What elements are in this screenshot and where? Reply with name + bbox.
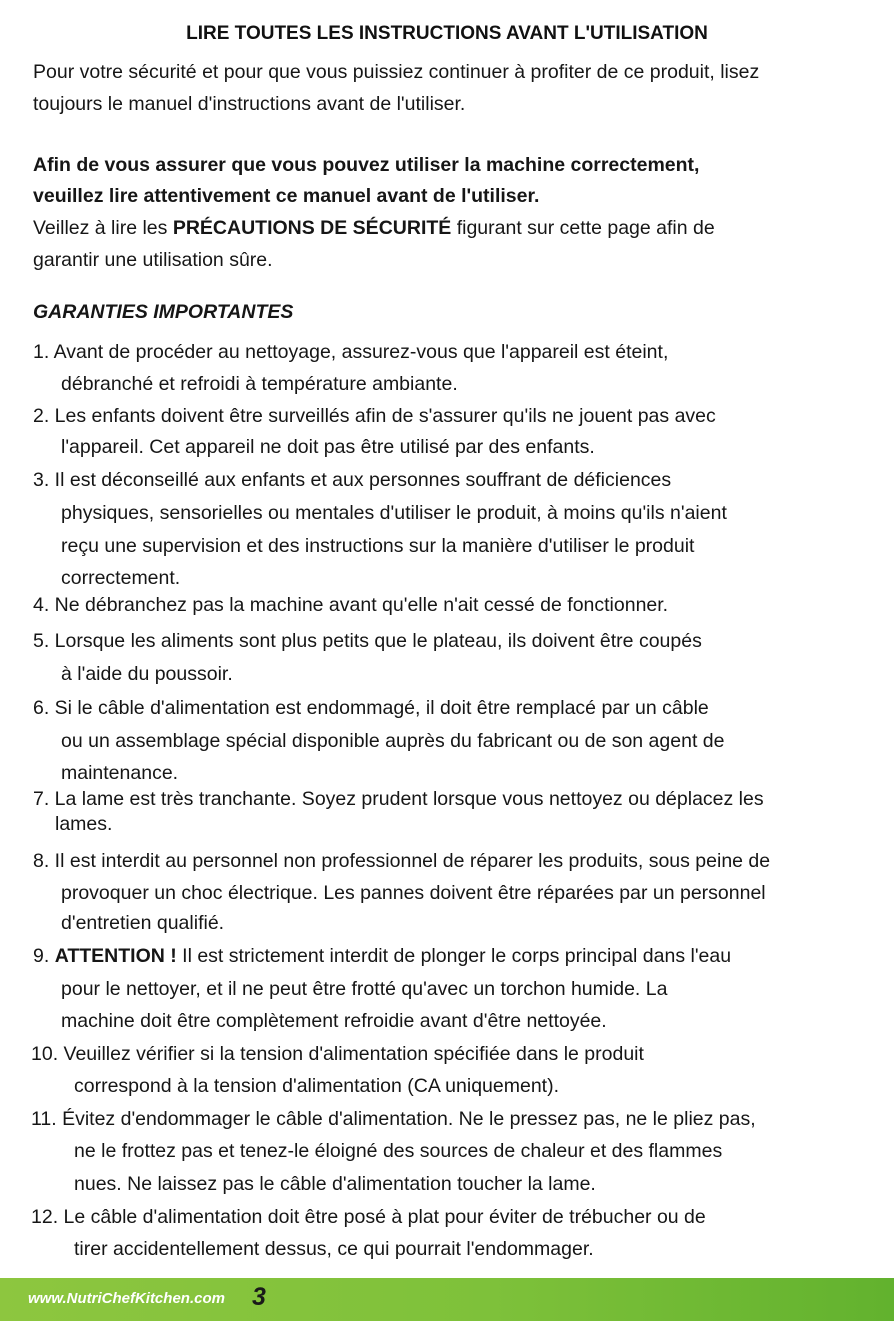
item-9-line-1-text: Il est strictement interdit de plonger le corps principal dans l'eau [176, 945, 732, 967]
item-2-line-2: l'appareil. Cet appareil ne doit pas être utilisé par des enfants. [61, 436, 595, 458]
item-5-line-1: 5. Lorsque les aliments sont plus petits que le plateau, ils doivent être coupés [33, 630, 702, 652]
notice-line-3 [33, 216, 715, 240]
item-11-line-1: 11. Évitez d'endommager le câble d'alimentation. Ne le pressez pas, ne le pliez pas, [31, 1108, 756, 1130]
item-8-line-2: provoquer un choc électrique. Les pannes doivent être réparées par un personnel [61, 882, 766, 904]
notice-line-3-post: figurant sur cette page afin de [451, 217, 715, 239]
section-title: GARANTIES IMPORTANTES [33, 301, 294, 323]
item-9-line-1 [33, 944, 731, 968]
safety-precautions-emphasis: PRÉCAUTIONS DE SÉCURITÉ [172, 217, 452, 239]
page-title: LIRE TOUTES LES INSTRUCTIONS AVANT L'UTILISATION [186, 23, 708, 44]
item-7-line-1: 7. La lame est très tranchante. Soyez prudent lorsque vous nettoyez ou déplacez les [33, 788, 764, 810]
intro-line-1: Pour votre sécurité et pour que vous puissiez continuer à profiter de ce produit, lisez [33, 61, 760, 83]
item-6-line-2: ou un assemblage spécial disponible auprès du fabricant ou de son agent de [61, 730, 725, 752]
item-9-line-3: machine doit être complètement refroidie avant d'être nettoyée. [61, 1010, 607, 1032]
item-11-line-3: nues. Ne laissez pas le câble d'alimentation toucher la lame. [74, 1173, 596, 1195]
intro-line-2: toujours le manuel d'instructions avant de l'utiliser. [33, 93, 466, 115]
item-5-line-2: à l'aide du poussoir. [61, 663, 233, 685]
item-9-line-2: pour le nettoyer, et il ne peut être frotté qu'avec un torchon humide. La [61, 978, 668, 1000]
notice-bold-line-1: Afin de vous assurer que vous pouvez utiliser la machine correctement, [33, 154, 700, 176]
notice-bold-line-2: veuillez lire attentivement ce manuel avant de l'utiliser. [33, 185, 540, 207]
item-8-line-1: 8. Il est interdit au personnel non professionnel de réparer les produits, sous peine de [33, 850, 771, 872]
item-1-line-2: débranché et refroidi à température ambiante. [61, 373, 458, 395]
item-12-line-1: 12. Le câble d'alimentation doit être posé à plat pour éviter de trébucher ou de [31, 1206, 706, 1228]
item-10-line-1: 10. Veuillez vérifier si la tension d'alimentation spécifiée dans le produit [31, 1043, 644, 1065]
item-3-line-3: reçu une supervision et des instructions sur la manière d'utiliser le produit [61, 535, 695, 557]
attention-warning: ATTENTION ! [54, 945, 177, 967]
notice-line-3-pre: Veillez à lire les [33, 217, 173, 239]
item-6-line-1: 6. Si le câble d'alimentation est endommagé, il doit être remplacé par un câble [33, 697, 709, 719]
item-12-line-2: tirer accidentellement dessus, ce qui pourrait l'endommager. [74, 1238, 594, 1260]
item-3-line-4: correctement. [61, 567, 181, 589]
item-9-number: 9. [33, 945, 55, 967]
item-7-line-2: lames. [55, 813, 113, 835]
page-number: 3 [252, 1283, 266, 1311]
item-8-line-3: d'entretien qualifié. [61, 912, 225, 934]
footer-bar [0, 1278, 894, 1321]
item-4-line-1: 4. Ne débranchez pas la machine avant qu'elle n'ait cessé de fonctionner. [33, 594, 669, 616]
footer-website-link[interactable]: www.NutriChefKitchen.com [28, 1290, 225, 1307]
item-6-line-3: maintenance. [61, 762, 179, 784]
item-3-line-1: 3. Il est déconseillé aux enfants et aux personnes souffrant de déficiences [33, 469, 672, 491]
item-3-line-2: physiques, sensorielles ou mentales d'utiliser le produit, à moins qu'ils n'aient [61, 502, 727, 524]
item-1-line-1: 1. Avant de procéder au nettoyage, assurez-vous que l'appareil est éteint, [33, 341, 669, 363]
item-2-line-1: 2. Les enfants doivent être surveillés afin de s'assurer qu'ils ne jouent pas avec [33, 405, 716, 427]
item-10-line-2: correspond à la tension d'alimentation (CA uniquement). [74, 1075, 560, 1097]
item-11-line-2: ne le frottez pas et tenez-le éloigné des sources de chaleur et des flammes [74, 1140, 723, 1162]
notice-line-4: garantir une utilisation sûre. [33, 249, 273, 271]
